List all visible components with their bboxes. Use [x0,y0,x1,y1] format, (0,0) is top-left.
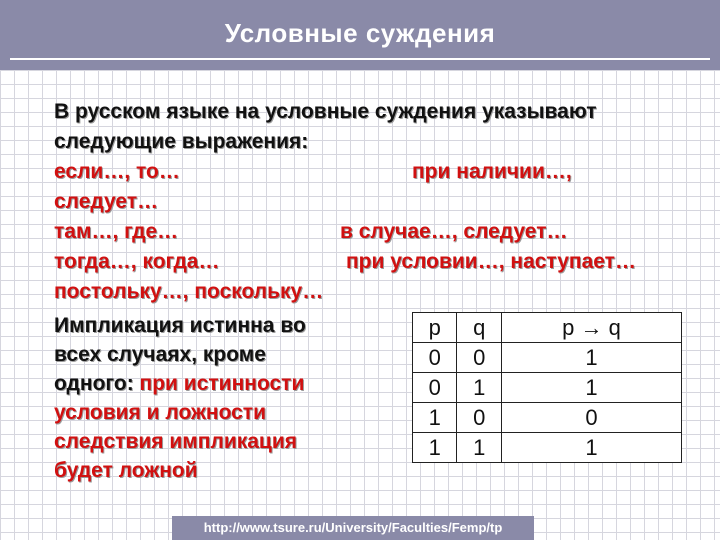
source-url: http://www.tsure.ru/University/Faculties/Femp/tp [172,516,534,540]
expression-there-where: там…, где… [54,220,179,243]
intro-line-1: В русском языке на условные суждения указывают [54,100,597,123]
implication-line-3-highlight: при истинности [139,372,305,395]
truth-table-header [413,313,682,343]
expression-in-presence: при наличии…, [412,160,572,183]
implication-line-3-prefix: одного: [54,372,134,395]
expression-if-then: если…, то… [54,160,180,183]
table-row [413,373,682,403]
expression-in-case: в случае…, следует… [340,220,568,243]
cell-result: 1 [501,373,681,403]
title-bar [0,0,720,70]
expression-on-condition: при условии…, наступает… [346,250,636,273]
slide-title: Условные суждения [224,18,496,48]
implication-line-3 [54,373,304,394]
cell-result: 1 [501,433,681,463]
cell-p: 1 [413,403,457,433]
cell-p: 1 [413,433,457,463]
expression-then-when: тогда…, когда… [54,250,220,273]
implication-line-6: будет ложной [54,459,198,482]
header-implication: p → q [501,313,681,343]
cell-q: 1 [457,433,501,463]
cell-result: 0 [501,403,681,433]
implication-line-2: всех случаях, кроме [54,343,266,366]
cell-result: 1 [501,343,681,373]
truth-table [412,312,682,463]
header-p: p [413,313,457,343]
cell-p: 0 [413,343,457,373]
implication-line-4: условия и ложности [54,401,266,424]
cell-q: 0 [457,403,501,433]
header-q: q [457,313,501,343]
expression-insofar: постольку…, поскольку… [54,280,324,303]
title-underline [10,58,710,60]
expression-follows: следует… [54,190,159,213]
table-row [413,403,682,433]
cell-p: 0 [413,373,457,403]
intro-line-2: следующие выражения: [54,130,309,153]
implication-line-1: Импликация истинна во [54,314,306,337]
cell-q: 1 [457,373,501,403]
table-row [413,343,682,373]
table-row [413,433,682,463]
cell-q: 0 [457,343,501,373]
implication-line-5: следствия импликация [54,430,297,453]
